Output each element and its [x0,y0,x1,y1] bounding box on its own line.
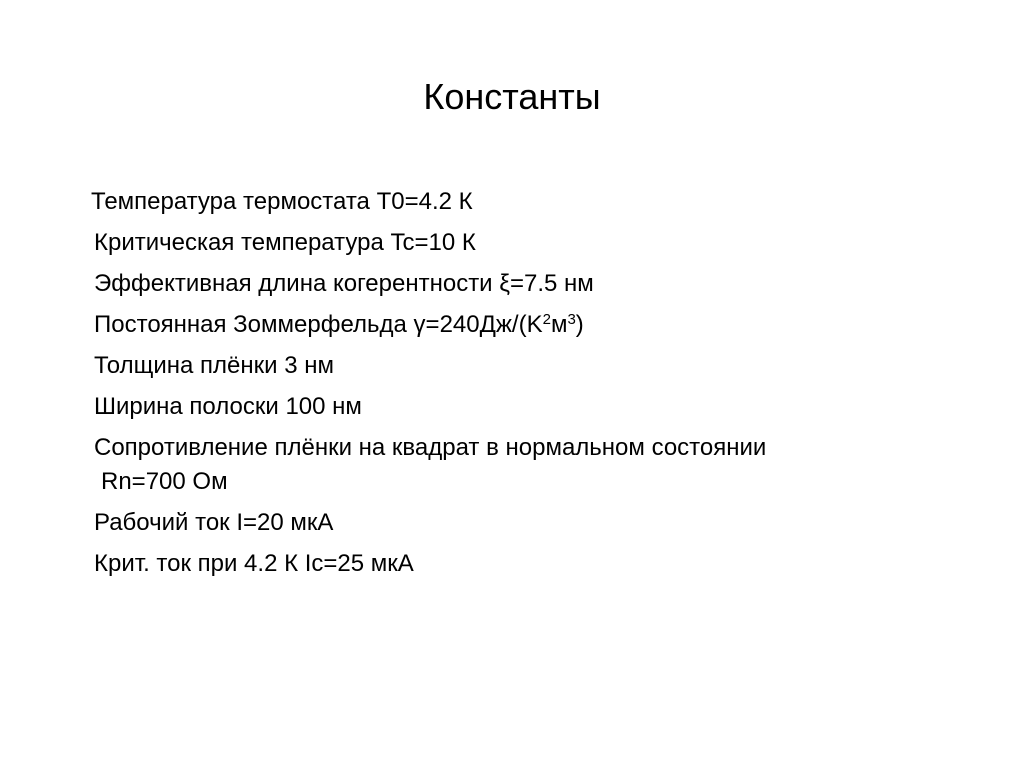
constant-strip-width: Ширина полоски 100 нм [94,393,362,420]
constant-sheet-resistance: Сопротивление плёнки на квадрат в нормальном состоянии [94,434,767,461]
constant-operating-current: Рабочий ток I=20 мкА [94,509,334,536]
constant-film-thickness: Толщина плёнки 3 нм [94,352,334,379]
constant-sheet-resistance-value: Rn=700 Ом [101,468,228,495]
constant-sommerfeld [94,310,584,340]
constant-thermostat-temperature: Температура термостата T0=4.2 К [91,188,473,215]
sommerfeld-suffix: ) [575,311,584,338]
sommerfeld-kelvin-exponent: 2 [542,310,551,328]
constant-critical-temperature: Критическая температура Tc=10 К [94,229,476,256]
sommerfeld-prefix: Постоянная Зоммерфельда γ=240Дж/(K [94,311,543,338]
constant-critical-current: Крит. ток при 4.2 К Ic=25 мкА [94,550,414,577]
sommerfeld-meter-exponent: 3 [567,310,576,328]
sommerfeld-middle: м [550,311,568,338]
slide-title: Константы [423,76,601,117]
constant-coherence-length: Эффективная длина когерентности ξ=7.5 нм [94,270,594,297]
